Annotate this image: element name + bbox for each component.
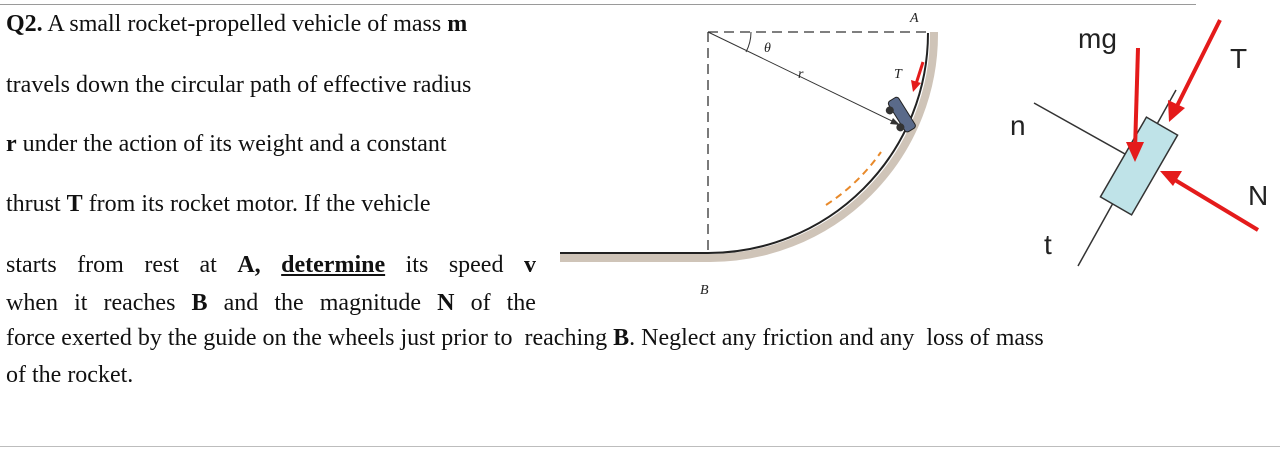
problem-line-4 [6, 190, 431, 218]
word: and [223, 290, 259, 316]
var-r: r [6, 131, 17, 157]
word: magnitude [319, 290, 422, 316]
text-span: force exerted by the guide on the wheels just prior to reaching [6, 325, 614, 351]
vehicle-block [1100, 117, 1177, 215]
word: starts [6, 252, 57, 278]
track-shadow [560, 32, 934, 258]
word: speed [448, 252, 504, 278]
circular-path-diagram [556, 0, 956, 310]
problem-line-8: of the rocket. [6, 362, 134, 388]
var-N: N [437, 290, 455, 316]
var-B: B [613, 325, 630, 351]
label-T: T [1230, 43, 1248, 74]
problem-line-6 [6, 289, 536, 317]
var-m: m [447, 11, 468, 37]
var-A: A, [237, 252, 261, 278]
word: when [6, 290, 58, 316]
bottom-rule [0, 446, 1280, 447]
problem-line-7 [6, 324, 1044, 352]
label-t: t [1044, 229, 1052, 260]
word: at [199, 252, 217, 278]
problem-line-1 [6, 10, 467, 38]
label-theta: θ [764, 41, 771, 56]
label-A: A [910, 11, 919, 26]
var-T: T [66, 191, 83, 217]
theta-arc [746, 32, 751, 52]
word: it [74, 290, 88, 316]
var-v: v [523, 252, 536, 278]
label-r: r [798, 67, 804, 82]
var-B: B [191, 290, 208, 316]
label-T: T [894, 67, 902, 82]
problem-line-2: travels down the circular path of effective radius [6, 72, 472, 98]
T-arrow [1175, 20, 1220, 110]
text-span: A small rocket-propelled vehicle of mass [42, 11, 448, 37]
label-mg: mg [1078, 23, 1117, 54]
N-arrow [1170, 177, 1258, 230]
problem-number: Q2. [6, 11, 43, 37]
label-B: B [700, 283, 709, 298]
problem-line-3 [6, 130, 447, 158]
word: the [274, 290, 304, 316]
keyword-determine: determine [281, 252, 386, 278]
label-n: n [1010, 110, 1026, 141]
word: rest [144, 252, 179, 278]
label-N: N [1248, 180, 1269, 211]
word: its [405, 252, 429, 278]
word: from [77, 252, 124, 278]
free-body-diagram [1000, 0, 1280, 290]
word: the [506, 290, 536, 316]
problem-line-5 [6, 251, 536, 279]
word: of [470, 290, 491, 316]
text-span: under the action of its weight and a constant [16, 131, 447, 157]
circular-track [560, 33, 928, 253]
text-span: thrust [6, 191, 67, 217]
text-span: from its rocket motor. If the vehicle [82, 191, 431, 217]
text-span: . Neglect any friction and any loss of mass [629, 325, 1044, 351]
word: reaches [103, 290, 176, 316]
